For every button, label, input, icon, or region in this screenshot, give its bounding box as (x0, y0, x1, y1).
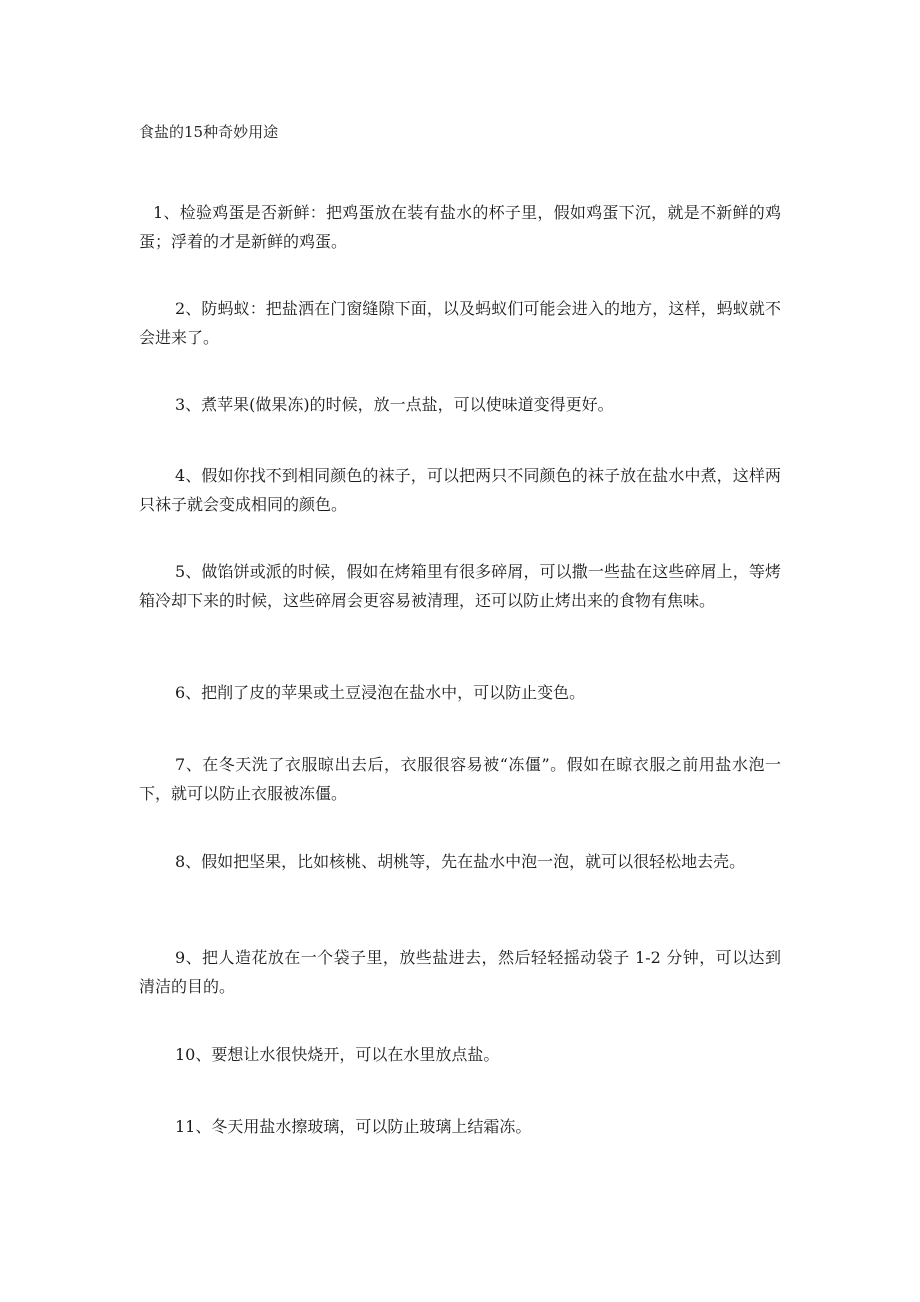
tip-paragraph-6: 6、把削了皮的苹果或土豆浸泡在盐水中，可以防止变色。 (175, 683, 586, 702)
tip-paragraph-2: 2、防蚂蚁：把盐洒在门窗缝隙下面，以及蚂蚁们可能会进入的地方，这样，蚂蚁就不会进来了。 (139, 299, 781, 347)
document-title: 食盐的15种奇妙用途 (139, 123, 279, 141)
tip-paragraph-1: 1、检验鸡蛋是否新鲜：把鸡蛋放在装有盐水的杯子里，假如鸡蛋下沉，就是不新鲜的鸡蛋；浮着的才是新鲜的鸡蛋。 (139, 203, 781, 251)
tip-paragraph-3: 3、煮苹果(做果冻)的时候，放一点盐，可以使味道变得更好。 (175, 395, 614, 414)
tip-paragraph-9: 9、把人造花放在一个袋子里，放些盐进去，然后轻轻摇动袋子 1-2 分钟，可以达到清洁的目的。 (139, 948, 781, 996)
tip-paragraph-7: 7、在冬天洗了衣服晾出去后，衣服很容易被“冻僵”。假如在晾衣服之前用盐水泡一下，就可以防止衣服被冻僵。 (139, 755, 781, 803)
tip-paragraph-10: 10、要想让水很快烧开，可以在水里放点盐。 (175, 1045, 500, 1064)
tip-paragraph-4: 4、假如你找不到相同颜色的袜子，可以把两只不同颜色的袜子放在盐水中煮，这样两只袜子就会变成相同的颜色。 (139, 466, 781, 514)
tip-paragraph-5: 5、做馅饼或派的时候，假如在烤箱里有很多碎屑，可以撒一些盐在这些碎屑上，等烤箱冷却下来的时候，这些碎屑会更容易被清理，还可以防止烤出来的食物有焦味。 (139, 562, 781, 610)
tip-paragraph-11: 11、冬天用盐水擦玻璃，可以防止玻璃上结霜冻。 (175, 1117, 532, 1136)
tip-paragraph-8: 8、假如把坚果，比如核桃、胡桃等，先在盐水中泡一泡，就可以很轻松地去壳。 (175, 852, 746, 871)
